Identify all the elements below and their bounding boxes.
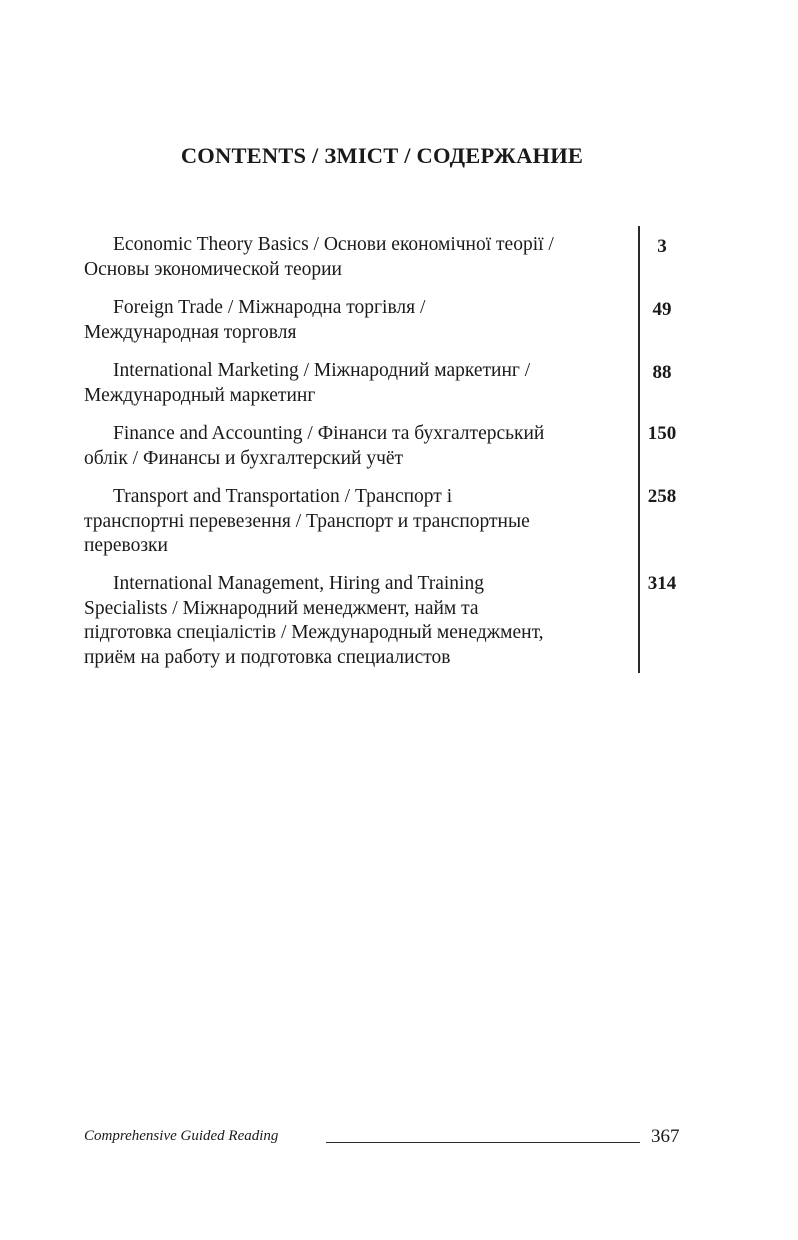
footer-divider	[326, 1142, 640, 1143]
toc-entry-title: Economic Theory Basics / Основи економічної теорії / Основы экономической теории	[84, 234, 554, 280]
running-footer-title: Comprehensive Guided Reading	[84, 1128, 279, 1144]
toc-entry-page: 150	[647, 423, 677, 444]
page-number: 367	[651, 1126, 680, 1147]
toc-entry-page: 3	[657, 236, 667, 257]
toc-entry[interactable]	[84, 572, 684, 670]
toc-entry[interactable]	[84, 296, 684, 345]
toc-entry-title: Transport and Transportation / Транспорт і транспортні перевезення / Транспорт и транспортные перевозки	[84, 486, 530, 556]
toc-entry-title: Foreign Trade / Міжнародна торгівля / Международная торговля	[84, 297, 426, 343]
toc-entry-title: International Management, Hiring and Training Specialists / Міжнародний менеджмент, найм та підготовка спеціалістів / Международный менеджмент, приём на работу и подготовка специалистов	[84, 573, 544, 668]
toc-entry-title: Finance and Accounting / Фінанси та бухгалтерський облік / Финансы и бухгалтерский учёт	[84, 423, 545, 469]
toc-entry-page: 49	[652, 299, 672, 320]
toc-entry-page: 258	[647, 486, 677, 507]
toc-entry-page: 314	[647, 573, 677, 594]
page-title: CONTENTS / ЗМІСТ / СОДЕРЖАНИЕ	[180, 143, 584, 168]
toc-entry[interactable]	[84, 422, 684, 471]
toc-entry[interactable]	[84, 485, 684, 559]
toc-entry[interactable]	[84, 359, 684, 408]
toc-entry-title: International Marketing / Міжнародний маркетинг / Международный маркетинг	[84, 360, 531, 406]
table-of-contents	[84, 226, 684, 673]
toc-entry-page: 88	[652, 362, 672, 383]
toc-entry[interactable]	[84, 233, 684, 282]
